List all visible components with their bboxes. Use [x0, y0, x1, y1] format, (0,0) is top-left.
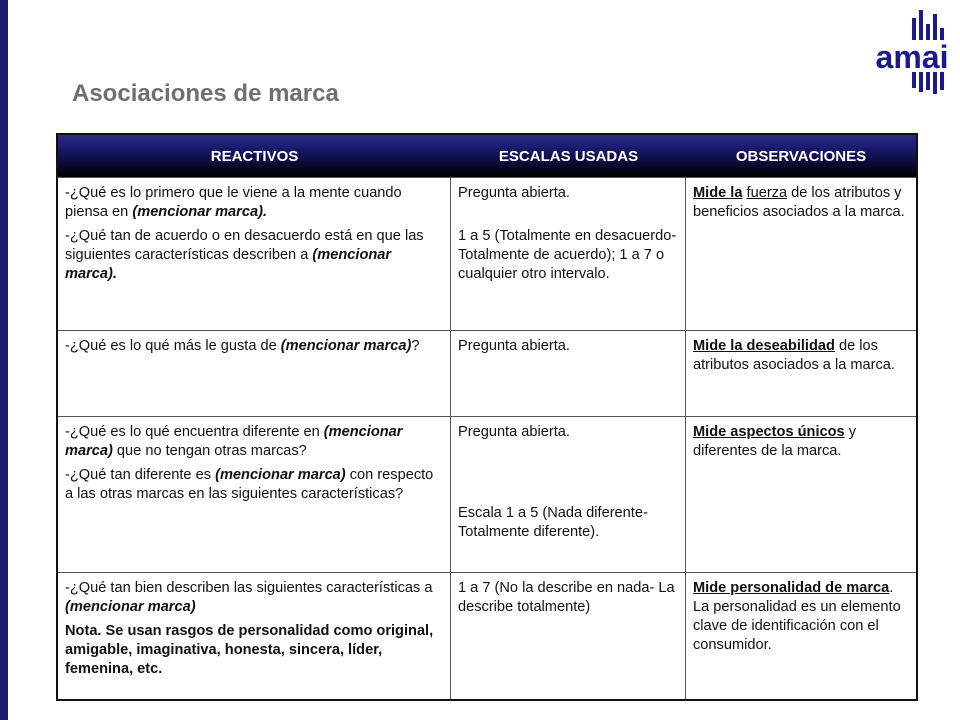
table-header: [58, 135, 916, 177]
reactivos-cell: [58, 573, 451, 699]
scale-text: Pregunta abierta.: [458, 424, 570, 440]
question-text: -¿Qué es lo qué encuentra diferente en (mencionar marca) que no tengan otras marcas?: [65, 424, 403, 459]
table-row: [58, 330, 916, 416]
observaciones-cell: [686, 573, 916, 699]
amai-logo: [872, 10, 950, 96]
logo-text: amai: [875, 39, 949, 75]
observation-text: Mide personalidad de marca. La personalidad es un elemento clave de identificación con el consumidor.: [693, 580, 901, 653]
note-text: Nota. Se usan rasgos de personalidad como original, amigable, imaginativa, honesta, sincera, líder, femenina, etc.: [65, 623, 434, 677]
observaciones-cell: [686, 178, 916, 330]
scale-text: 1 a 7 (No la describe en nada- La describe totalmente): [458, 580, 675, 615]
question-text: -¿Qué tan diferente es (mencionar marca) con respecto a las otras marcas en las siguientes características?: [65, 467, 434, 502]
reactivos-cell: [58, 178, 451, 330]
amai-logo-icon: [872, 10, 950, 96]
question-text: -¿Qué tan de acuerdo o en desacuerdo está en que las siguientes características describen a (mencionar marca).: [65, 228, 424, 282]
associations-table: [56, 133, 918, 701]
scale-text: Escala 1 a 5 (Nada diferente- Totalmente diferente).: [458, 505, 648, 540]
observaciones-cell: [686, 417, 916, 572]
table-row: [58, 416, 916, 572]
observation-text: Mide aspectos únicos y diferentes de la marca.: [693, 424, 857, 459]
page-title: Asociaciones de marca: [72, 80, 339, 107]
escalas-cell: [451, 178, 686, 330]
scale-text: Pregunta abierta.: [458, 338, 570, 354]
header-observaciones: OBSERVACIONES: [735, 147, 867, 165]
observation-text: Mide la deseabilidad de los atributos asociados a la marca.: [693, 338, 895, 373]
scale-text: 1 a 5 (Totalmente en desacuerdo-Totalmente de acuerdo); 1 a 7 o cualquier otro intervalo.: [458, 228, 677, 282]
scale-text: Pregunta abierta.: [458, 185, 570, 201]
table-row: [58, 177, 916, 330]
question-text: -¿Qué es lo qué más le gusta de (mencionar marca)?: [65, 338, 420, 354]
header-escalas: ESCALAS USADAS: [498, 147, 639, 165]
observaciones-cell: [686, 331, 916, 416]
reactivos-cell: [58, 331, 451, 416]
observation-text: Mide la fuerza de los atributos y beneficios asociados a la marca.: [693, 185, 905, 220]
table-row: [58, 572, 916, 699]
question-text: -¿Qué es lo primero que le viene a la mente cuando piensa en (mencionar marca).: [65, 185, 402, 220]
escalas-cell: [451, 417, 686, 572]
question-text: -¿Qué tan bien describen las siguientes características a (mencionar marca): [65, 580, 433, 615]
header-reactivos: REACTIVOS: [210, 147, 299, 165]
left-accent-bar: [0, 0, 8, 720]
escalas-cell: [451, 573, 686, 699]
escalas-cell: [451, 331, 686, 416]
reactivos-cell: [58, 417, 451, 572]
